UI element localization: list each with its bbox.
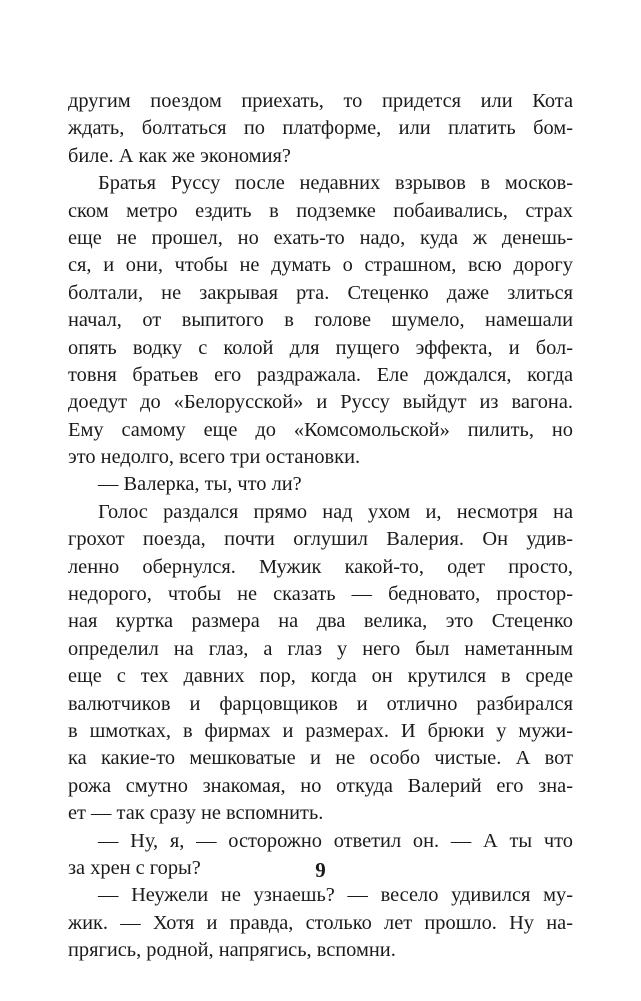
text-line: — Ну, я, — осторожно ответил он. — А ты что [98,829,573,852]
text-line: жик. — Хотя и правда, столько лет прошло. Ну на- [68,911,573,934]
text-line: — Валерка, ты, что ли? [98,473,302,496]
text-line: ка какие-то мешковатые и не особо чистые. А вот [68,747,573,770]
body-text [68,88,573,965]
text-line: доедут до «Белорусской» и Руссу выйдут из вагона. [68,391,573,414]
text-line: ском метро ездить в подземке побаивались, страх [68,199,573,222]
text-line: биле. А как же экономия? [68,144,291,167]
text-line: в шмотках, в фирмах и размерах. И брюки у мужи- [68,719,573,742]
text-line: ет — так сразу не вспомнить. [68,802,324,825]
text-line: валютчиков и фарцовщиков и отлично разбирался [68,692,573,715]
text-line: болтали, не закрывая рта. Стеценко даже злиться [68,281,573,304]
text-line: недорого, чтобы не сказать — бедновато, простор- [68,583,573,606]
text-line: Братья Руссу после недавних взрывов в москов- [98,172,573,195]
text-line: прягись, родной, напрягись, вспомни. [68,939,396,962]
text-line: ная куртка размера на два велика, это Стеценко [68,610,573,633]
text-line: ленно обернулся. Мужик какой-то, одет просто, [68,555,573,578]
text-line: другим поездом приехать, то придется или Кота [68,90,573,112]
text-line: — Неужели не узнаешь? — весело удивился му- [98,884,573,907]
text-line: грохот поезда, почти оглушил Валерия. Он удив- [68,528,573,551]
text-line: товня братьев его раздражала. Еле дождался, когда [68,363,573,386]
text-line: рожа смутно знакомая, но откуда Валерий его зна- [68,774,573,797]
text-line: Голос раздался прямо над ухом и, несмотря на [98,500,573,523]
text-line: это недолго, всего три остановки. [68,446,361,469]
text-line: начал, от выпитого в голове шумело, намешали [68,309,573,332]
text-line: еще с тех давних пор, когда он крутился в среде [68,665,573,688]
text-line: Ему самому еще до «Комсомольской» пилить, но [68,418,573,441]
page-number: 9 [315,858,326,882]
text-line: еще не прошел, но ехать-то надо, куда ж денешь- [68,226,573,249]
text-line: опять водку с колой для пущего эффекта, и бол- [68,336,573,359]
text-line: ждать, болтаться по платформе, или платить бом- [68,117,573,140]
text-line: определил на глаз, а глаз у него был наметанным [68,637,573,660]
text-line: за хрен с горы? [68,856,201,879]
text-line: ся, и они, чтобы не думать о страшном, всю дорогу [68,254,573,277]
